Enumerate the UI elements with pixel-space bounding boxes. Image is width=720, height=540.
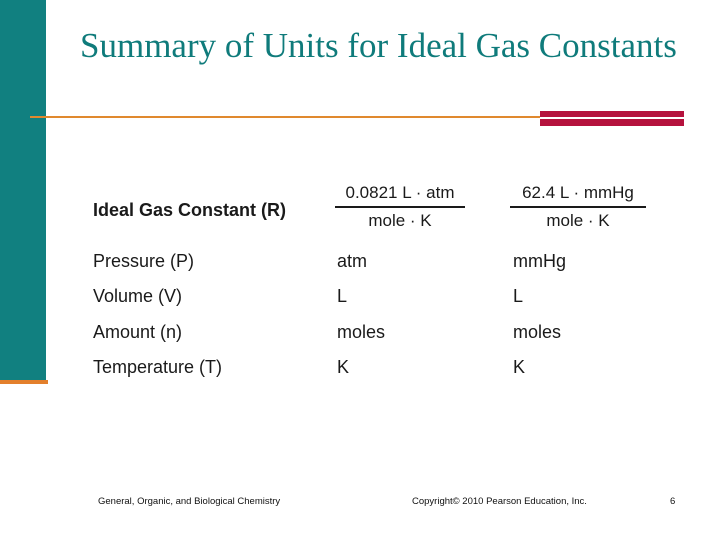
row-label-temperature: Temperature (T) [93, 357, 223, 377]
row-volume-col2: L [513, 286, 524, 306]
constant-value-mmhg [510, 183, 646, 231]
constant-value-atm [335, 183, 465, 231]
footer-copyright: Copyright© 2010 Pearson Education, Inc. [412, 496, 587, 507]
row-temperature-col2: K [513, 357, 526, 377]
row-pressure-col2: mmHg [513, 251, 566, 271]
fraction-bar [335, 206, 465, 208]
constant-atm-numerator: 0.0821 L · atm [345, 183, 455, 202]
row-label-pressure: Pressure (P) [93, 251, 195, 271]
footer-book-title: General, Organic, and Biological Chemistry [98, 496, 281, 507]
row-label-volume: Volume (V) [93, 286, 183, 306]
fraction-bar [510, 206, 646, 208]
row-amount-col1: moles [337, 322, 386, 342]
row-temperature-col1: K [337, 357, 350, 377]
row-amount-col2: moles [513, 322, 562, 342]
slide-title: Summary of Units for Ideal Gas Constants [80, 26, 677, 65]
row-label-amount: Amount (n) [93, 322, 183, 342]
constant-atm-denominator: mole · K [368, 210, 432, 230]
constant-label: Ideal Gas Constant (R) [93, 200, 287, 220]
constant-mmhg-denominator: mole · K [546, 210, 610, 230]
constant-mmhg-numerator: 62.4 L · mmHg [522, 183, 634, 202]
footer-page-number: 6 [670, 496, 676, 507]
row-volume-col1: L [337, 286, 348, 306]
row-pressure-col1: atm [337, 251, 368, 271]
